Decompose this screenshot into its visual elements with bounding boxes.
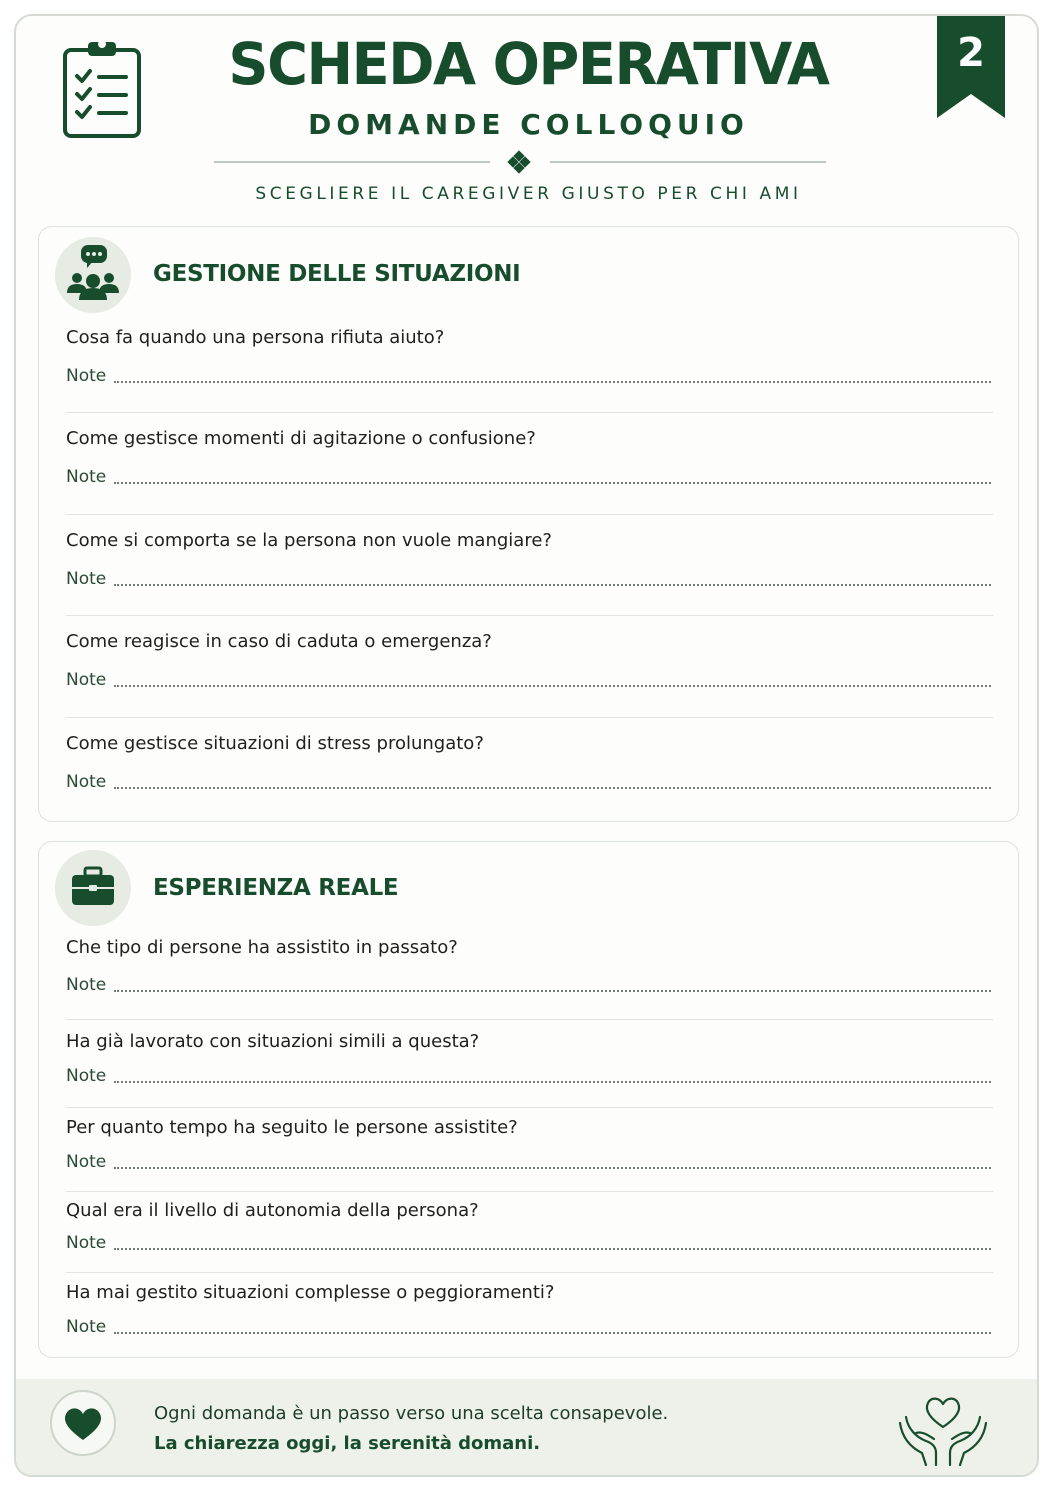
row-divider <box>66 615 993 616</box>
sheet-number: 2 <box>957 30 985 76</box>
note-field[interactable] <box>66 366 991 388</box>
hands-heart-icon <box>896 1387 990 1469</box>
note-field[interactable] <box>66 467 991 489</box>
section-icon-circle <box>55 237 131 313</box>
note-dotted-line <box>114 1081 991 1083</box>
note-field[interactable] <box>66 975 991 997</box>
note-label: Note <box>66 569 107 589</box>
note-label: Note <box>66 1317 107 1337</box>
heart-icon <box>52 1392 114 1454</box>
note-label: Note <box>66 1152 107 1172</box>
question: Come gestisce momenti di agitazione o confusione? <box>66 428 536 449</box>
section-title: ESPERIENZA REALE <box>153 875 399 901</box>
note-dotted-line <box>114 482 991 484</box>
note-dotted-line <box>114 584 991 586</box>
note-label: Note <box>66 772 107 792</box>
row-divider <box>66 1107 993 1108</box>
row-divider <box>66 717 993 718</box>
footer-band <box>16 1379 1039 1477</box>
page-title: SCHEDA OPERATIVA <box>228 30 829 98</box>
note-label: Note <box>66 1066 107 1086</box>
row-divider <box>66 1019 993 1020</box>
question: Come si comporta se la persona non vuole mangiare? <box>66 530 552 551</box>
note-label: Note <box>66 366 107 386</box>
note-field[interactable] <box>66 772 991 794</box>
note-field[interactable] <box>66 569 991 591</box>
question: Per quanto tempo ha seguito le persone assistite? <box>66 1117 518 1138</box>
question: Qual era il livello di autonomia della persona? <box>66 1200 479 1221</box>
note-dotted-line <box>114 787 991 789</box>
row-divider <box>66 1272 993 1273</box>
footer-message: Ogni domanda è un passo verso una scelta consapevole. <box>154 1403 669 1424</box>
note-label: Note <box>66 467 107 487</box>
question: Come gestisce situazioni di stress prolungato? <box>66 733 484 754</box>
section-title: GESTIONE DELLE SITUAZIONI <box>153 261 521 287</box>
question: Come reagisce in caso di caduta o emergenza? <box>66 631 492 652</box>
question: Che tipo di persone ha assistito in passato? <box>66 937 458 958</box>
question: Ha già lavorato con situazioni simili a questa? <box>66 1031 480 1052</box>
worksheet-page <box>14 14 1039 1477</box>
note-dotted-line <box>114 990 991 992</box>
note-field[interactable] <box>66 670 991 692</box>
page-subtitle: DOMANDE COLLOQUIO <box>308 108 749 141</box>
ornament-divider <box>214 150 826 174</box>
note-label: Note <box>66 975 107 995</box>
note-label: Note <box>66 670 107 690</box>
note-dotted-line <box>114 1248 991 1250</box>
section-gestione-situazioni <box>38 226 1019 822</box>
row-divider <box>66 412 993 413</box>
note-dotted-line <box>114 381 991 383</box>
row-divider <box>66 514 993 515</box>
question: Cosa fa quando una persona rifiuta aiuto? <box>66 327 445 348</box>
note-field[interactable] <box>66 1317 991 1339</box>
people-chat-icon <box>55 237 131 313</box>
note-dotted-line <box>114 685 991 687</box>
note-dotted-line <box>114 1332 991 1334</box>
section-icon-circle <box>55 850 131 926</box>
footer-motto: La chiarezza oggi, la serenità domani. <box>154 1433 541 1454</box>
note-field[interactable] <box>66 1233 991 1255</box>
row-divider <box>66 1191 993 1192</box>
briefcase-icon <box>55 850 131 926</box>
note-field[interactable] <box>66 1066 991 1088</box>
question: Ha mai gestito situazioni complesse o peggioramenti? <box>66 1282 555 1303</box>
note-field[interactable] <box>66 1152 991 1174</box>
note-dotted-line <box>114 1167 991 1169</box>
heart-badge <box>50 1390 116 1456</box>
section-esperienza-reale <box>38 841 1019 1358</box>
page-tagline: SCEGLIERE IL CAREGIVER GIUSTO PER CHI AMI <box>255 184 802 204</box>
note-label: Note <box>66 1233 107 1253</box>
